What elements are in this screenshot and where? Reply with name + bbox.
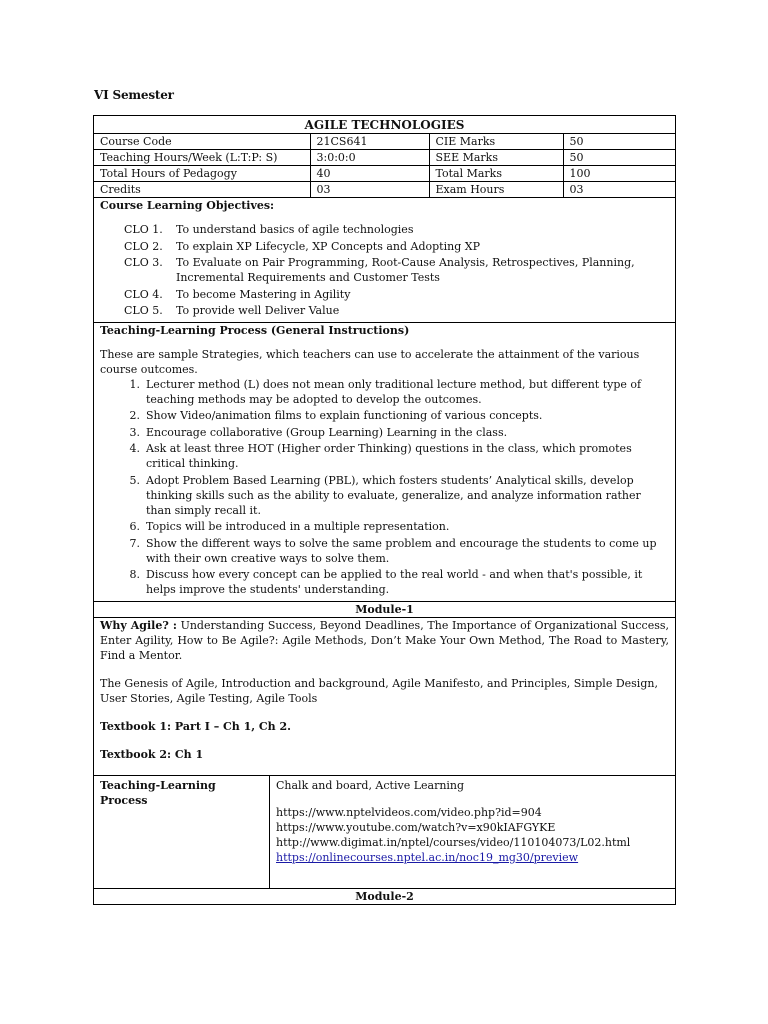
instruction-item [100, 408, 669, 423]
instruction-number: 7. [129, 536, 140, 550]
course-info-row [94, 150, 675, 166]
module-1-tlp-method: Chalk and board, Active Learning [276, 778, 465, 792]
clo-number: CLO 5. [124, 304, 163, 317]
tlp-general-intro: These are sample Strategies, which teachers can use to accelerate the attainment of the various course outcomes. [100, 347, 640, 376]
instruction-text: Lecturer method (L) does not mean only traditional lecture method, but different type of teaching methods may be adopted to develop the outcomes. [146, 377, 642, 406]
clo-heading: Course Learning Objectives: [100, 199, 275, 212]
info-value: 21CS641 [310, 134, 429, 150]
resource-link-1: https://www.nptelvideos.com/video.php?id=904 [276, 805, 542, 819]
instruction-text: Encourage collaborative (Group Learning) Learning in the class. [146, 425, 508, 439]
clo-item [124, 222, 669, 237]
textbook-1: Textbook 1: Part I – Ch 1, Ch 2. [100, 719, 291, 733]
instruction-text: Discuss how every concept can be applied to the real world - and when that's possible, it helps improve the students' understanding. [146, 568, 643, 596]
resource-link-2: https://www.youtube.com/watch?v=x90kIAFGYKE [276, 820, 556, 834]
info-value-2: 50 [563, 150, 675, 166]
info-label: Teaching Hours/Week (L:T:P: S) [94, 150, 310, 166]
instruction-item [100, 567, 669, 597]
module-1-content [94, 618, 675, 888]
info-value: 40 [310, 166, 429, 182]
instruction-item [100, 441, 669, 471]
instruction-list [100, 377, 669, 598]
course-info-table [94, 134, 675, 198]
instruction-item [100, 377, 669, 407]
tlp-general-section [94, 323, 675, 602]
instruction-number: 1. [129, 377, 140, 391]
tlp-general-heading: Teaching-Learning Process (General Instructions) [100, 323, 410, 337]
instruction-item [100, 473, 669, 518]
course-info-row [94, 166, 675, 182]
clo-item [124, 303, 669, 318]
info-value-2: 100 [563, 166, 675, 182]
info-label-2: Total Marks [429, 166, 563, 182]
clo-item [124, 239, 669, 254]
module-1-para-1-text: Understanding Success, Beyond Deadlines, The Importance of Organizational Success, Enter Agility, How to Be Agile?: Agile Methods, Don’t Make Your Own Method, The Road to Mastery, Find a Mentor. [100, 618, 669, 662]
instruction-number: 2. [129, 409, 140, 422]
clo-text: To understand basics of agile technologies [176, 223, 414, 236]
clo-text: To provide well Deliver Value [176, 304, 340, 317]
info-label: Credits [94, 182, 310, 198]
instruction-text: Show Video/animation films to explain functioning of various concepts. [146, 409, 543, 422]
clo-number: CLO 3. [124, 256, 163, 269]
module-1-para-2: The Genesis of Agile, Introduction and background, Agile Manifesto, and Principles, Simple Design, User Stories, Agile Testing, Agile Tools [100, 676, 658, 705]
resource-hyperlink[interactable]: https://onlinecourses.nptel.ac.in/noc19_mg30/preview [276, 850, 579, 864]
module-2-heading: Module-2 [94, 888, 675, 904]
clo-number: CLO 4. [124, 287, 163, 301]
info-label: Course Code [94, 134, 310, 150]
resource-link-3: http://www.digimat.in/nptel/courses/video/110104073/L02.html [276, 835, 631, 849]
module-1-tlp-label: Teaching-Learning Process [94, 776, 270, 888]
clo-text: To become Mastering in Agility [176, 287, 351, 301]
info-value: 03 [310, 182, 429, 198]
clo-text: To explain XP Lifecycle, XP Concepts and Adopting XP [176, 239, 480, 253]
info-value-2: 50 [563, 134, 675, 150]
clo-list [124, 222, 669, 318]
instruction-text: Adopt Problem Based Learning (PBL), which fosters students’ Analytical skills, develop thinking skills such as the ability to evaluate, generalize, and analyze information rather than simply recall it. [146, 473, 641, 517]
course-frame [93, 115, 676, 905]
instruction-item [100, 519, 669, 534]
info-label: Total Hours of Pedagogy [94, 166, 310, 182]
instruction-text: Show the different ways to solve the same problem and encourage the students to come up with their own creative ways to solve them. [146, 536, 657, 565]
info-label-2: CIE Marks [429, 134, 563, 150]
clo-item [124, 255, 669, 285]
instruction-number: 4. [129, 442, 140, 455]
clo-number: CLO 2. [124, 239, 163, 253]
module-1-para-1 [100, 618, 669, 663]
module-1-para-1-lead: Why Agile? : [100, 618, 177, 632]
module-1-heading: Module-1 [94, 602, 675, 618]
instruction-item [100, 425, 669, 440]
info-label-2: SEE Marks [429, 150, 563, 166]
semester-label: VI Semester [94, 88, 174, 102]
module-1-tlp-row [94, 775, 675, 888]
clo-text: To Evaluate on Pair Programming, Root-Cause Analysis, Retrospectives, Planning, Incremental Requirements and Customer Tests [176, 256, 635, 284]
instruction-text: Topics will be introduced in a multiple representation. [146, 520, 450, 533]
info-value: 3:0:0:0 [310, 150, 429, 166]
instruction-text: Ask at least three HOT (Higher order Thinking) questions in the class, which promotes critical thinking. [146, 442, 632, 470]
clo-item [124, 287, 669, 302]
course-title: AGILE TECHNOLOGIES [94, 116, 675, 134]
instruction-number: 8. [129, 568, 140, 581]
textbook-2: Textbook 2: Ch 1 [100, 747, 204, 761]
course-info-row [94, 182, 675, 198]
clo-number: CLO 1. [124, 223, 163, 236]
instruction-number: 3. [129, 425, 140, 439]
info-value-2: 03 [563, 182, 675, 198]
instruction-item [100, 536, 669, 566]
instruction-number: 5. [129, 473, 140, 487]
info-label-2: Exam Hours [429, 182, 563, 198]
module-1-tlp-content [270, 776, 675, 888]
course-info-row [94, 134, 675, 150]
clo-section [94, 198, 675, 323]
instruction-number: 6. [129, 520, 140, 533]
